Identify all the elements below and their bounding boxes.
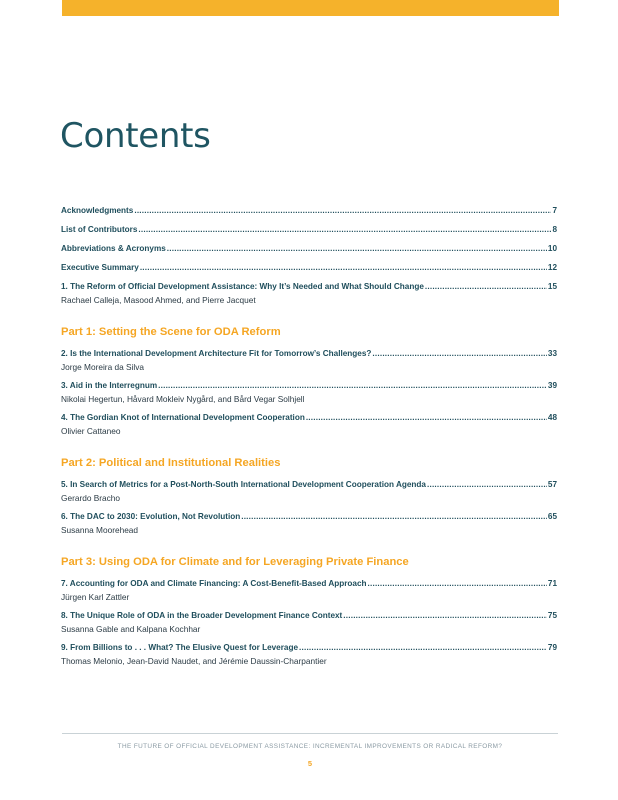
dot-leader <box>372 348 546 359</box>
chapter-authors: Gerardo Bracho <box>61 493 121 503</box>
toc-entry-acknowledgments[interactable] <box>61 205 557 216</box>
toc-entry-line <box>61 243 557 254</box>
top-accent-bar <box>62 0 559 16</box>
toc-entry-line <box>61 380 557 391</box>
dot-leader <box>241 511 547 522</box>
toc-entry-line <box>61 412 557 423</box>
toc-entry-line <box>61 578 557 589</box>
dot-leader <box>138 224 551 235</box>
dot-leader <box>368 578 547 589</box>
toc-page-number: 39 <box>547 381 557 390</box>
dot-leader <box>134 205 551 216</box>
chapter-authors: Olivier Cattaneo <box>61 426 121 436</box>
toc-entry-chapter-9[interactable] <box>61 642 557 667</box>
toc-entry-title: Executive Summary <box>61 263 139 272</box>
toc-entry-title: List of Contributors <box>61 225 138 234</box>
toc-entry-title: 3. Aid in the Interregnum <box>61 381 158 390</box>
toc-entry-title: 4. The Gordian Knot of International Development Cooperation <box>61 413 305 422</box>
dot-leader <box>158 380 547 391</box>
toc-entry-chapter-6[interactable] <box>61 511 557 536</box>
toc-entry-chapter-2[interactable] <box>61 348 557 373</box>
chapter-authors: Jürgen Karl Zattler <box>61 592 130 602</box>
dot-leader <box>140 262 547 273</box>
footer-running-title: THE FUTURE OF OFFICIAL DEVELOPMENT ASSISTANCE: INCREMENTAL IMPROVEMENTS OR RADICAL REFORM? <box>117 743 503 750</box>
toc-entry-abbreviations[interactable] <box>61 243 557 254</box>
chapter-authors: Jorge Moreira da Silva <box>61 362 145 372</box>
chapter-authors: Nikolai Hegertun, Håvard Mokleiv Nygård, and Bård Vegar Solhjell <box>61 394 305 404</box>
chapter-authors: Rachael Calleja, Masood Ahmed, and Pierre Jacquet <box>61 295 256 305</box>
toc-page-number: 48 <box>547 413 557 422</box>
toc-page-number: 79 <box>547 643 557 652</box>
toc-entry-title: 9. From Billions to . . . What? The Elusive Quest for Leverage <box>61 643 299 652</box>
dot-leader <box>306 412 547 423</box>
toc-entry-title: 8. The Unique Role of ODA in the Broader Development Finance Context <box>61 611 343 620</box>
toc-page-number: 15 <box>547 282 557 291</box>
toc-entry-title: 2. Is the International Development Architecture Fit for Tomorrow’s Challenges? <box>61 349 372 358</box>
footer-divider <box>62 733 558 734</box>
dot-leader <box>343 610 547 621</box>
footer-page-number: 5 <box>307 759 313 768</box>
toc-entry-title: 1. The Reform of Official Development Assistance: Why It’s Needed and What Should Change <box>61 282 424 291</box>
toc-entry-list-of-contributors[interactable] <box>61 224 557 235</box>
toc-entry-line <box>61 224 557 235</box>
toc-entry-line <box>61 642 557 653</box>
chapter-authors: Thomas Melonio, Jean-David Naudet, and Jérémie Daussin-Charpantier <box>61 656 327 666</box>
dot-leader <box>427 479 547 490</box>
toc-entry-line <box>61 511 557 522</box>
chapter-authors: Susanna Gable and Kalpana Kochhar <box>61 624 201 634</box>
toc-page-number: 10 <box>547 244 557 253</box>
toc-page-number: 71 <box>547 579 557 588</box>
dot-leader <box>167 243 547 254</box>
toc-entry-line <box>61 348 557 359</box>
toc-entry-title: 5. In Search of Metrics for a Post-North-South International Development Cooperation Agenda <box>61 480 426 489</box>
toc-entry-chapter-1[interactable] <box>61 281 557 306</box>
toc-entry-title: 6. The DAC to 2030: Evolution, Not Revolution <box>61 512 241 521</box>
toc-entry-line <box>61 610 557 621</box>
toc-page-number: 12 <box>547 263 557 272</box>
dot-leader <box>299 642 547 653</box>
toc-page-number: 7 <box>552 206 557 215</box>
toc-entry-title: 7. Accounting for ODA and Climate Financing: A Cost-Benefit-Based Approach <box>61 579 367 588</box>
toc-entry-line <box>61 205 557 216</box>
chapter-authors: Susanna Moorehead <box>61 525 139 535</box>
toc-page-number: 65 <box>547 512 557 521</box>
toc-entry-executive-summary[interactable] <box>61 262 557 273</box>
toc-entry-line <box>61 479 557 490</box>
dot-leader <box>425 281 547 292</box>
toc-page-number: 75 <box>547 611 557 620</box>
toc-entry-title: Abbreviations & Acronyms <box>61 244 166 253</box>
toc-page-number: 57 <box>547 480 557 489</box>
toc-entry-chapter-4[interactable] <box>61 412 557 437</box>
toc-entry-chapter-8[interactable] <box>61 610 557 635</box>
toc-page-number: 8 <box>552 225 557 234</box>
toc-entry-line <box>61 281 557 292</box>
table-of-contents <box>61 205 557 674</box>
part-3-heading: Part 3: Using ODA for Climate and for Leveraging Private Finance <box>61 556 409 568</box>
toc-entry-chapter-5[interactable] <box>61 479 557 504</box>
page-title: Contents <box>60 116 211 156</box>
part-2-heading: Part 2: Political and Institutional Realities <box>61 457 281 469</box>
part-1-heading: Part 1: Setting the Scene for ODA Reform <box>61 326 281 338</box>
toc-page-number: 33 <box>547 349 557 358</box>
toc-entry-title: Acknowledgments <box>61 206 134 215</box>
toc-entry-chapter-3[interactable] <box>61 380 557 405</box>
toc-entry-chapter-7[interactable] <box>61 578 557 603</box>
toc-entry-line <box>61 262 557 273</box>
